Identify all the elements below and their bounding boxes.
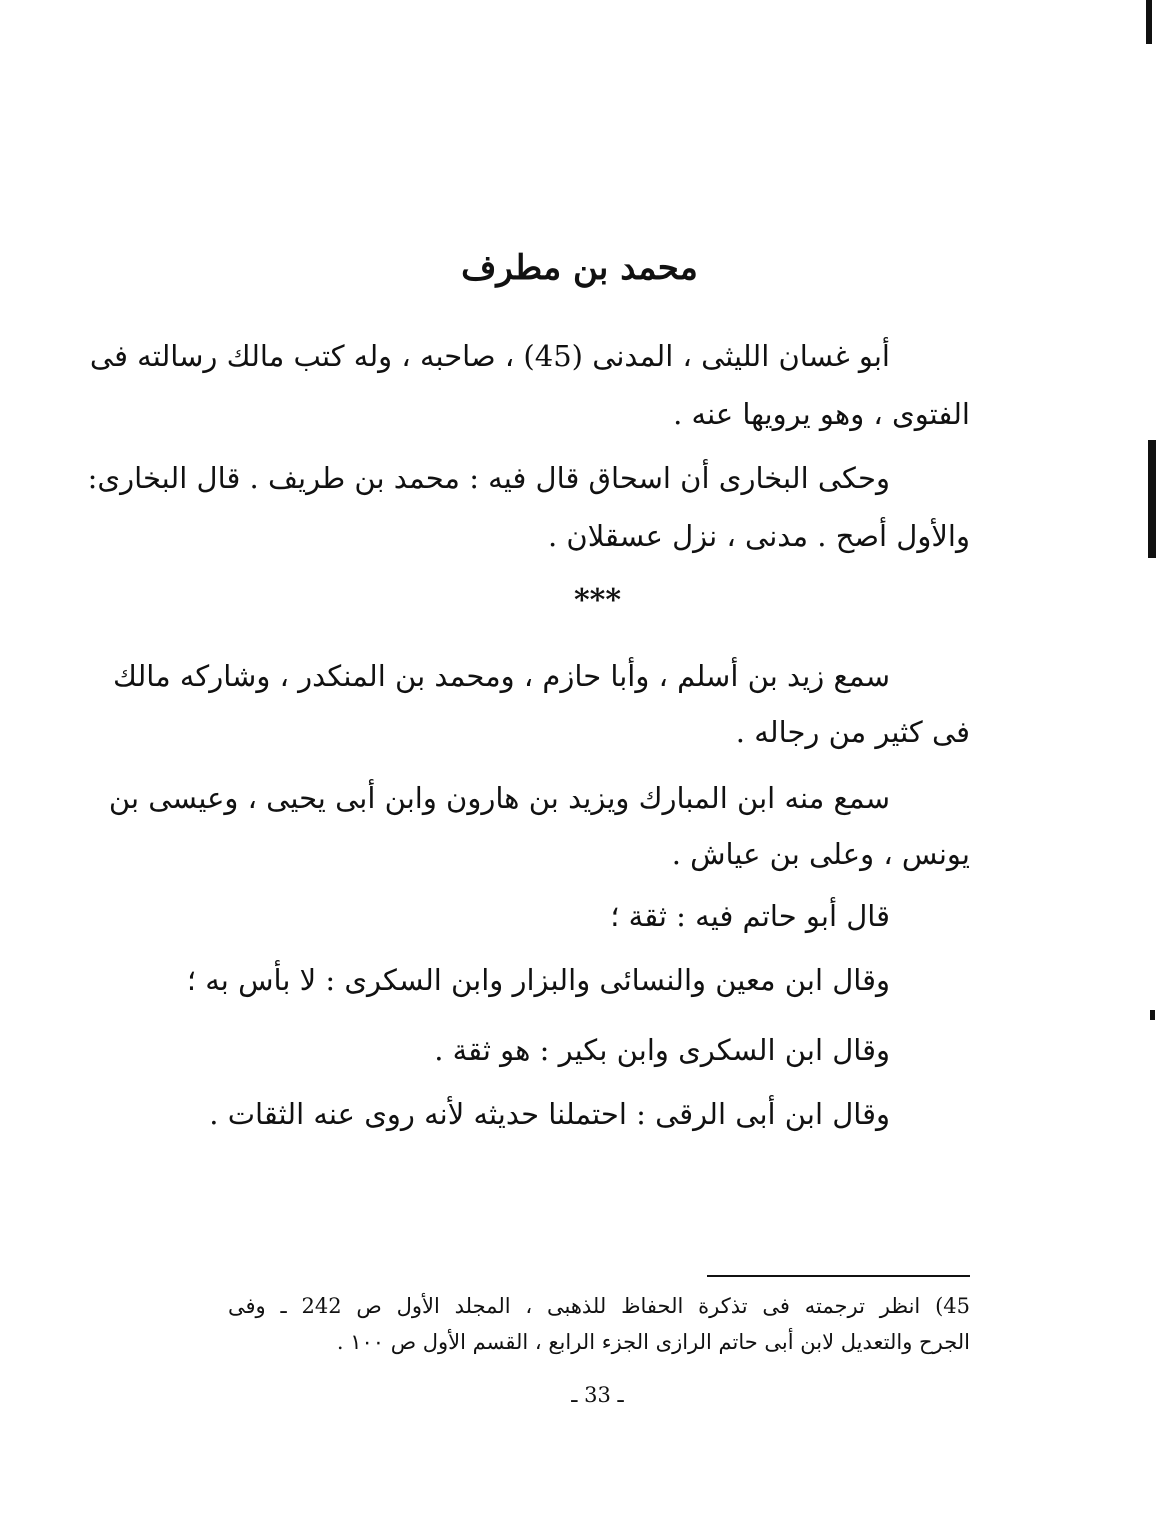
scan-edge-mark <box>1148 440 1156 558</box>
paragraph-line: وقال ابن معين والنسائى والبزار وابن السكرى : لا بأس به ؛ <box>186 963 890 997</box>
page-number: ـ 33 ـ <box>571 1383 624 1407</box>
paragraph-line: وحكى البخارى أن اسحاق قال فيه : محمد بن طريف . قال البخارى: <box>87 461 890 495</box>
paragraph-line: فى كثير من رجاله . <box>735 715 970 749</box>
paragraph-line: وقال ابن السكرى وابن بكير : هو ثقة . <box>434 1033 890 1067</box>
paragraph-line: سمع منه ابن المبارك ويزيد بن هارون وابن أبى يحيى ، وعيسى بن <box>108 781 890 815</box>
paragraph-line: يونس ، وعلى بن عياش . <box>671 837 970 871</box>
page-title: محمد بن مطرف <box>461 248 698 288</box>
paragraph-line: قال أبو حاتم فيه : ثقة ؛ <box>610 899 890 933</box>
paragraph-line: سمع زيد بن أسلم ، وأبا حازم ، ومحمد بن المنكدر ، وشاركه مالك <box>113 659 890 693</box>
footnote-line: 45) انظر ترجمته فى تذكرة الحفاظ للذهبى ، المجلد الأول ص 242 ـ وفى <box>228 1294 970 1318</box>
footnote-divider <box>707 1275 970 1277</box>
paragraph-line: الفتوى ، وهو يرويها عنه . <box>673 397 970 431</box>
scan-edge-mark <box>1146 0 1152 44</box>
footnote-line: الجرح والتعديل لابن أبى حاتم الرازى الجزء الرابع ، القسم الأول ص ١٠٠ . <box>336 1330 970 1354</box>
scan-edge-mark <box>1150 1010 1155 1020</box>
paragraph-line: وقال ابن أبى الرقى : احتملنا حديثه لأنه روى عنه الثقات . <box>209 1097 890 1131</box>
paragraph-line: أبو غسان الليثى ، المدنى (45) ، صاحبه ، وله كتب مالك رسالته فى <box>89 339 890 373</box>
section-separator: *** <box>573 583 622 618</box>
paragraph-line: والأول أصح . مدنى ، نزل عسقلان . <box>548 519 970 553</box>
